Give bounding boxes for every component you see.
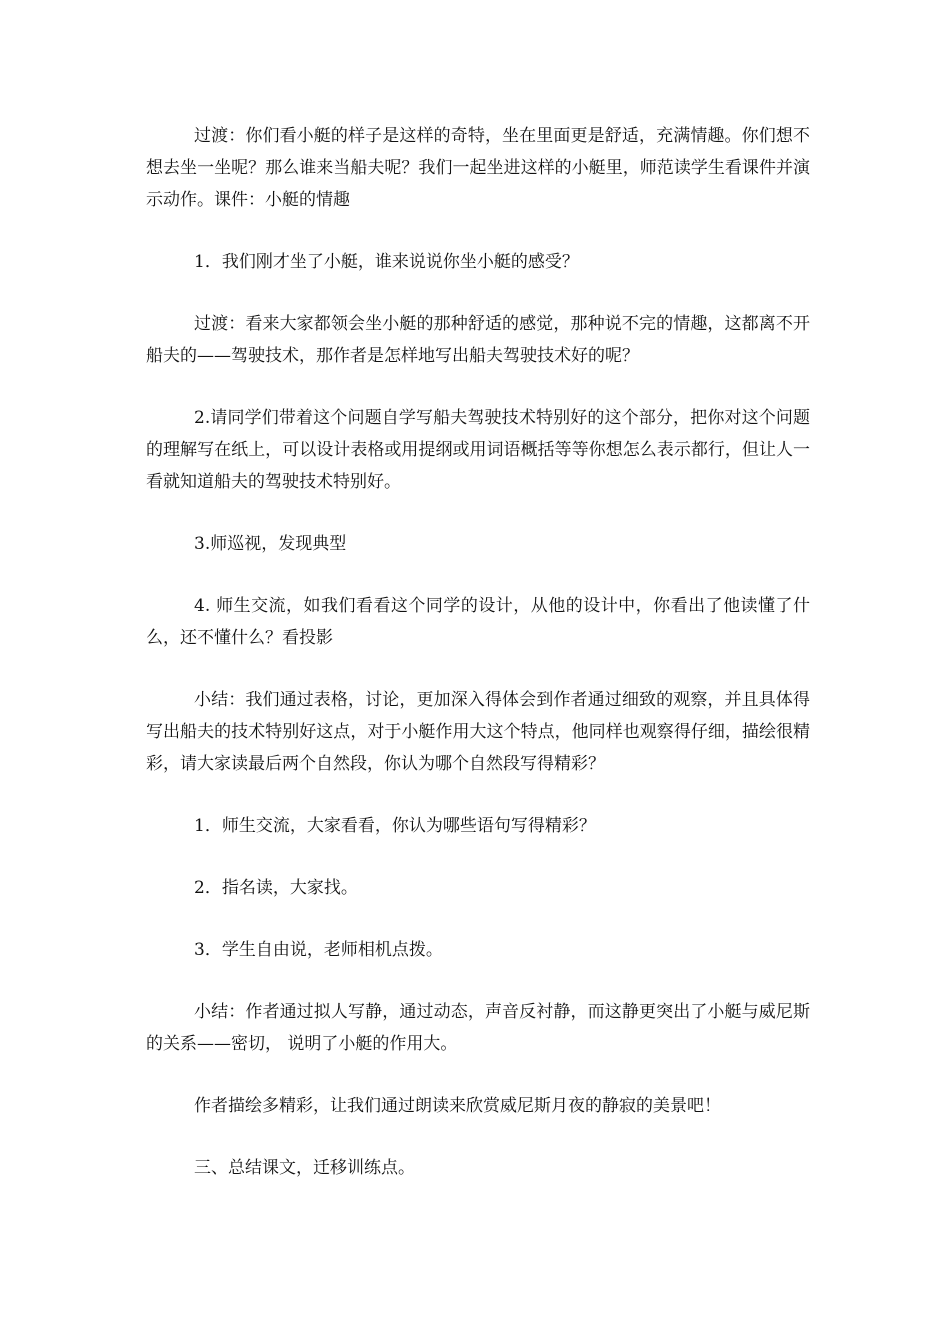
paragraph-substep-3: 3．学生自由说，老师相机点拨。 bbox=[194, 940, 443, 960]
document-body bbox=[146, 120, 810, 1214]
paragraph-step-1: 1．我们刚才坐了小艇，谁来说说你坐小艇的感受？ bbox=[194, 252, 579, 272]
paragraph-substep-1: 1．师生交流，大家看看，你认为哪些语句写得精彩？ bbox=[194, 816, 596, 836]
paragraph-summary-1: 小结：我们通过表格，讨论，更加深入得体会到作者通过细致的观察，并且具体得写出船夫的技术特别好这点，对于小艇作用大这个特点，他同样也观察得仔细，描绘很精彩，请大家读最后两个自然段，你认为哪个自然段写得精彩？ bbox=[146, 690, 810, 774]
section-heading-3: 三、总结课文，迁移训练点。 bbox=[194, 1158, 415, 1178]
paragraph-step-4: 4. 师生交流，如我们看看这个同学的设计，从他的设计中，你看出了他读懂了什么，还不懂什么？看投影 bbox=[146, 596, 810, 648]
paragraph-transition-1: 过渡：你们看小艇的样子是这样的奇特，坐在里面更是舒适，充满情趣。你们想不想去坐一坐呢？那么谁来当船夫呢？我们一起坐进这样的小艇里，师范读学生看课件并演示动作。课件：小艇的情趣 bbox=[146, 126, 810, 210]
paragraph-step-3: 3.师巡视，发现典型 bbox=[194, 534, 347, 554]
paragraph-transition-2: 过渡：看来大家都领会坐小艇的那种舒适的感觉，那种说不完的情趣，这都离不开船夫的——驾驶技术，那作者是怎样地写出船夫驾驶技术好的呢？ bbox=[146, 314, 810, 366]
paragraph-reading: 作者描绘多精彩，让我们通过朗读来欣赏威尼斯月夜的静寂的美景吧！ bbox=[194, 1096, 721, 1116]
paragraph-substep-2: 2．指名读，大家找。 bbox=[194, 878, 358, 898]
paragraph-step-2: 2.请同学们带着这个问题自学写船夫驾驶技术特别好的这个部分，把你对这个问题的理解写在纸上，可以设计表格或用提纲或用词语概括等等你想怎么表示都行，但让人一看就知道船夫的驾驶技术特别好。 bbox=[146, 408, 810, 492]
paragraph-summary-2: 小结：作者通过拟人写静，通过动态，声音反衬静，而这静更突出了小艇与威尼斯的关系——密切， 说明了小艇的作用大。 bbox=[146, 1002, 810, 1054]
